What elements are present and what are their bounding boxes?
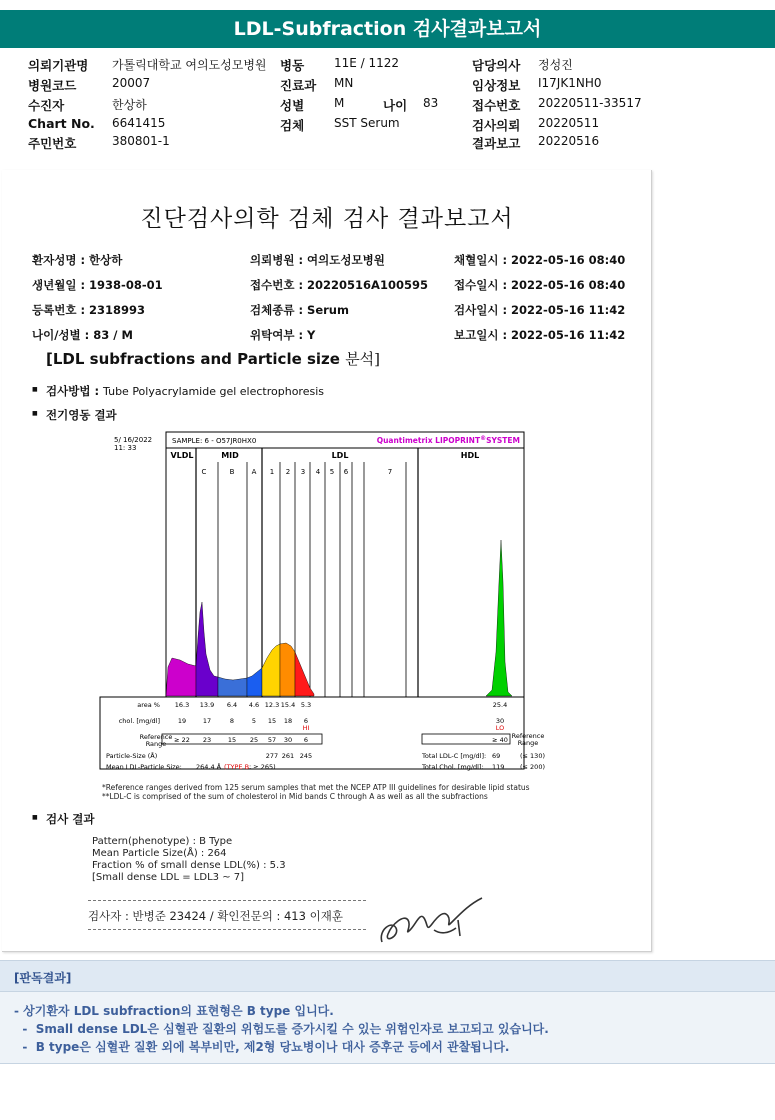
chol-value: 17 bbox=[202, 717, 212, 725]
chart-sample: SAMPLE: 6 - O57JR0HX0 bbox=[172, 437, 257, 445]
total-chol-label: Total Chol. [mg/dl]: bbox=[422, 763, 484, 771]
reference-value: 30 bbox=[283, 736, 293, 744]
label-specimen: 검체 bbox=[280, 118, 305, 133]
total-chol-ref: (≤ 200) bbox=[520, 763, 545, 771]
referring-hospital: 의뢰병원 : 여의도성모병원 bbox=[250, 253, 385, 267]
label-ward: 병동 bbox=[280, 58, 305, 73]
chol-value: 6 bbox=[303, 717, 309, 725]
row-label-area: area % bbox=[137, 701, 160, 709]
label-requesting-institution: 의뢰기관명 bbox=[28, 58, 89, 73]
result-sd-definition: [Small dense LDL = LDL3 ~ 7] bbox=[92, 872, 245, 883]
row-label-chol: chol. [mg/dl] bbox=[118, 717, 160, 725]
band-label: 2 bbox=[285, 468, 291, 476]
label-department: 진료과 bbox=[280, 78, 317, 93]
band-label: A bbox=[251, 468, 257, 476]
electrophoresis-label: ■ 전기영동 결과 bbox=[46, 407, 117, 423]
area-value: 13.9 bbox=[199, 701, 215, 709]
value-age: 83 bbox=[423, 96, 439, 110]
label-sex: 성별 bbox=[280, 98, 305, 113]
area-value: 16.3 bbox=[174, 701, 190, 709]
label-report-date: 결과보고 bbox=[472, 136, 521, 151]
value-sex: M bbox=[334, 96, 345, 110]
interpretation-line-3: - B type은 심혈관 질환 외에 복부비만, 제2형 당뇨병이나 대사 증후군 등에서 관찰됩니다. bbox=[14, 1040, 510, 1054]
band-label: 6 bbox=[343, 468, 349, 476]
value-specimen: SST Serum bbox=[334, 116, 400, 130]
method-line: ■ 검사방법 : Tube Polyacrylamide gel electrophoresis bbox=[46, 383, 324, 399]
value-request-date: 20220511 bbox=[538, 116, 600, 130]
value-physician: 정성진 bbox=[538, 58, 573, 72]
row-label-range: Range bbox=[145, 740, 167, 748]
mean-size-value: 264.4 Å bbox=[196, 763, 222, 771]
area-value: 25.4 bbox=[492, 701, 508, 709]
value-report-date: 20220516 bbox=[538, 134, 600, 148]
value-patient: 한상하 bbox=[112, 98, 147, 112]
interpretation-body bbox=[0, 992, 775, 1064]
label-age: 나이 bbox=[383, 98, 408, 113]
divider bbox=[88, 900, 366, 901]
total-chol-value: 119 bbox=[492, 763, 505, 771]
flag-hdl: LO bbox=[495, 724, 505, 732]
band-label: 7 bbox=[387, 468, 393, 476]
report-title: LDL-Subfraction 검사결과보고서 bbox=[0, 10, 775, 48]
band-label: B bbox=[229, 468, 235, 476]
curve-mid-b bbox=[218, 677, 247, 696]
interpretation-header bbox=[0, 960, 775, 992]
band-label: C bbox=[201, 468, 207, 476]
reference-value: 15 bbox=[227, 736, 237, 744]
group-label: MID bbox=[221, 451, 239, 460]
interpretation-line-2: - Small dense LDL은 심혈관 질환의 위험도를 증가시킬 수 있는 위험인자로 보고되고 있습니다. bbox=[14, 1022, 549, 1036]
particle-size-value: 245 bbox=[299, 752, 313, 760]
row-label-ref-right: Reference bbox=[511, 732, 545, 740]
area-value: 12.3 bbox=[264, 701, 280, 709]
section-title: [LDL subfractions and Particle size 분석] bbox=[46, 350, 381, 368]
label-request-date: 검사의뢰 bbox=[472, 118, 521, 133]
report-time: 보고일시 : 2022-05-16 11:42 bbox=[454, 328, 626, 342]
chol-value: 5 bbox=[251, 717, 257, 725]
footnote-2: **LDL-C is comprised of the sum of cholesterol in Mid bands C through A as well as all the subfractions bbox=[102, 792, 488, 801]
lab-report-image bbox=[2, 170, 652, 952]
chart-date: 5/ 16/2022 bbox=[114, 436, 153, 444]
label-clinical-info: 임상정보 bbox=[472, 78, 521, 93]
reference-value: ≥ 22 bbox=[174, 736, 190, 744]
outsourced: 위탁여부 : Y bbox=[250, 328, 316, 342]
total-ldl-ref: (≤ 130) bbox=[520, 752, 545, 760]
result-label: ■ 검사 결과 bbox=[46, 811, 94, 827]
interpretation-line-1: - 상기환자 LDL subfraction의 표현형은 B type 입니다. bbox=[14, 1004, 334, 1018]
total-ldl-label: Total LDL-C [mg/dl]: bbox=[422, 752, 487, 760]
signer-line: 검사자 : 반병준 23424 / 확인전문의 : 413 이재훈 bbox=[88, 909, 343, 923]
flag-ldl3: HI bbox=[302, 724, 310, 732]
chol-value: 19 bbox=[177, 717, 187, 725]
total-ldl-value: 69 bbox=[492, 752, 501, 760]
interpretation-title: [판독결과] bbox=[14, 971, 72, 985]
value-hospital-code: 20007 bbox=[112, 76, 151, 90]
value-department: MN bbox=[334, 76, 354, 90]
band-label: 5 bbox=[329, 468, 335, 476]
label-accession-no: 접수번호 bbox=[472, 98, 521, 113]
band-label: 1 bbox=[269, 468, 275, 476]
chol-value: 15 bbox=[267, 717, 277, 725]
chol-value: 30 bbox=[495, 717, 505, 725]
chol-value: 18 bbox=[283, 717, 293, 725]
lab-report-title: 진단검사의학 검체 검사 결과보고서 bbox=[140, 206, 514, 232]
value-chart-no: 6641415 bbox=[112, 116, 166, 130]
band-label: 3 bbox=[300, 468, 306, 476]
receipt-no: 접수번호 : 20220516A100595 bbox=[250, 278, 428, 292]
lipoprint-chart bbox=[100, 432, 545, 804]
footnote-1: *Reference ranges derived from 125 serum samples that met the NCEP ATP III guidelines for desirable lipid status bbox=[102, 783, 530, 792]
reference-value: 57 bbox=[267, 736, 277, 744]
patient-name: 환자성명 : 한상하 bbox=[32, 253, 123, 267]
result-pattern: Pattern(phenotype) : B Type bbox=[92, 836, 233, 847]
registration-no: 등록번호 : 2318993 bbox=[32, 303, 146, 317]
reference-value: 23 bbox=[202, 736, 212, 744]
particle-size-value: 277 bbox=[265, 752, 279, 760]
reference-value: ≥ 40 bbox=[492, 736, 508, 744]
row-label-ref: Reference bbox=[139, 733, 173, 741]
receipt-time: 접수일시 : 2022-05-16 08:40 bbox=[454, 278, 626, 292]
group-label: HDL bbox=[460, 451, 480, 460]
curve-ldl2 bbox=[280, 643, 295, 696]
mean-size-ref: ; ≥ 265) bbox=[249, 763, 276, 771]
band-label: 4 bbox=[315, 468, 321, 476]
birth-date: 생년월일 : 1938-08-01 bbox=[32, 278, 163, 292]
label-physician: 담당의사 bbox=[472, 58, 521, 73]
area-value: 4.6 bbox=[248, 701, 260, 709]
group-label: VLDL bbox=[170, 451, 194, 460]
collection-time: 채혈일시 : 2022-05-16 08:40 bbox=[454, 253, 626, 267]
area-value: 5.3 bbox=[300, 701, 312, 709]
chart-brand: Quantimetrix LIPOPRINT®SYSTEM bbox=[376, 435, 520, 445]
area-value: 15.4 bbox=[280, 701, 296, 709]
divider bbox=[88, 929, 366, 930]
specimen-type: 검체종류 : Serum bbox=[250, 303, 349, 317]
group-label: LDL bbox=[331, 451, 349, 460]
result-sd-fraction: Fraction % of small dense LDL(%) : 5.3 bbox=[92, 860, 286, 871]
particle-size-value: 261 bbox=[281, 752, 295, 760]
area-value: 6.4 bbox=[226, 701, 238, 709]
row-label-mean: Mean LDL-Particle Size: bbox=[106, 763, 182, 771]
value-resident-no: 380801-1 bbox=[112, 134, 170, 148]
result-mean-size: Mean Particle Size(Å) : 264 bbox=[92, 848, 227, 859]
label-chart-no: Chart No. bbox=[28, 116, 95, 131]
reference-value: 25 bbox=[249, 736, 259, 744]
value-clinical-info: I17JK1NH0 bbox=[538, 76, 602, 90]
value-ward: 11E / 1122 bbox=[334, 56, 400, 70]
row-label-particle: Particle-Size (Å) bbox=[106, 752, 158, 760]
value-accession-no: 20220511-33517 bbox=[538, 96, 642, 110]
result-summary bbox=[92, 836, 286, 884]
mean-size-type: (TYPE B bbox=[224, 763, 250, 771]
signature-image bbox=[374, 890, 494, 950]
label-patient: 수진자 bbox=[28, 98, 65, 113]
reference-value: 6 bbox=[303, 736, 309, 744]
row-label-range-right: Range bbox=[517, 739, 539, 747]
value-requesting-institution: 가톨릭대학교 여의도성모병원 bbox=[112, 58, 267, 72]
chol-value: 8 bbox=[229, 717, 235, 725]
label-resident-no: 주민번호 bbox=[28, 136, 77, 151]
age-sex: 나이/성별 : 83 / M bbox=[32, 328, 133, 342]
chart-time: 11: 33 bbox=[114, 444, 137, 452]
test-time: 검사일시 : 2022-05-16 11:42 bbox=[454, 303, 626, 317]
label-hospital-code: 병원코드 bbox=[28, 78, 77, 93]
